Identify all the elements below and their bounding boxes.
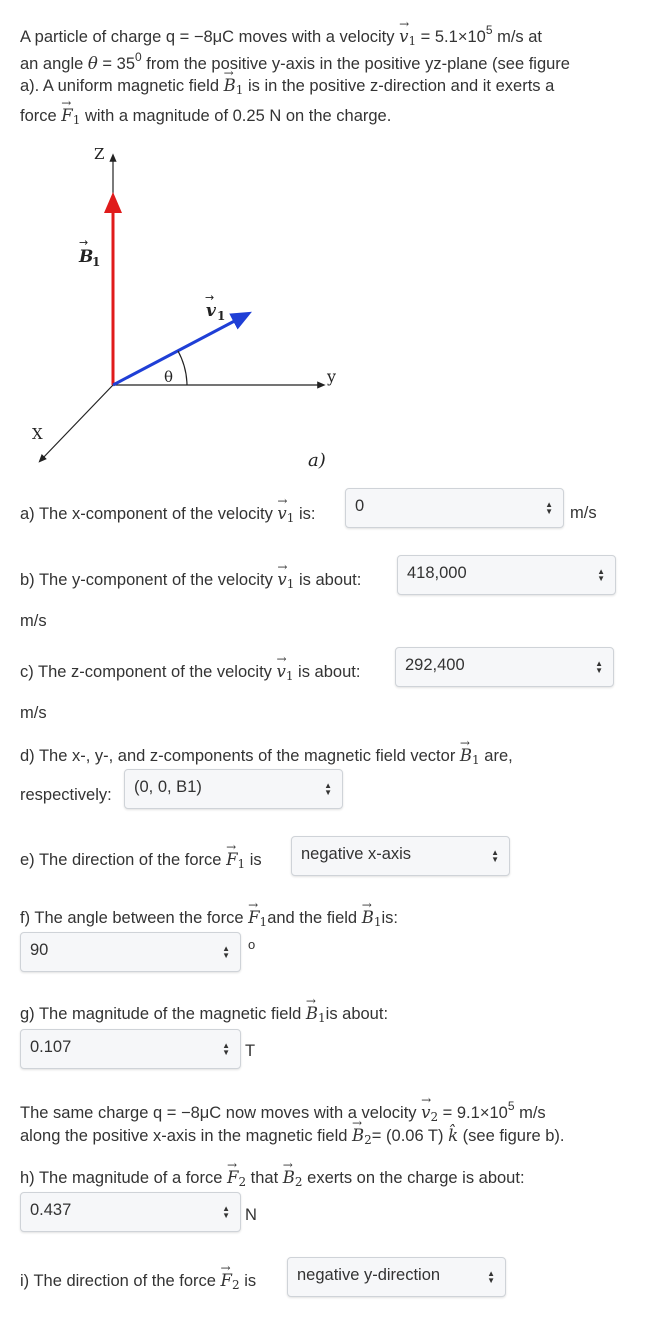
answer-i-select[interactable]	[287, 1257, 506, 1297]
answer-c-select[interactable]	[395, 647, 614, 687]
y-axis-label: y	[327, 367, 337, 386]
select-arrows-icon: ▲ ▼	[222, 1204, 230, 1220]
unit-b: m/s	[20, 612, 47, 630]
select-arrows-icon: ▲ ▼	[595, 659, 603, 675]
answer-a-select[interactable]	[345, 488, 564, 528]
x-axis-label: X	[32, 425, 43, 443]
v1-label-sub: 1	[217, 309, 226, 323]
intro-line-3: a). A uniform magnetic field → $B_1$ is in the positive z-direction and it exerts a	[20, 76, 554, 100]
intro2-line-1: The same charge q = −8μC now moves with a velocity → $v_2 = 9.1\times 10^5$ m/s	[20, 1096, 546, 1127]
b1-label: B	[79, 247, 94, 267]
select-arrows-icon: ▲ ▼	[545, 500, 553, 516]
question-b: b) The y-component of the velocity → $v_1$ is about:	[20, 570, 361, 594]
answer-d-select[interactable]	[124, 769, 343, 809]
answer-h-select[interactable]	[20, 1192, 241, 1232]
z-axis-label: Z	[94, 145, 105, 163]
svg-text:→: →	[79, 236, 89, 249]
answer-e-select[interactable]	[291, 836, 510, 876]
question-f: f) The angle between the force → $F_1and$ the field → $B_1is$:	[20, 908, 398, 932]
select-arrows-icon: ▲ ▼	[487, 1269, 495, 1285]
answer-b-value: 418,000	[407, 564, 467, 582]
intro-line-2: an angle $\theta = 35^0$ from the positive y-axis in the positive yz-plane (see figure	[20, 50, 570, 73]
question-d-line-2: respectively:	[20, 786, 112, 804]
question-c: c) The z-component of the velocity → $v_1$ is about:	[20, 662, 360, 686]
select-arrows-icon: ▲ ▼	[597, 567, 605, 583]
answer-f-value: 90	[30, 941, 49, 959]
unit-f: o	[248, 937, 256, 952]
question-i: i) The direction of the force → $F_2$ is	[20, 1271, 256, 1295]
unit-a: m/s	[570, 504, 597, 522]
theta-arc	[178, 351, 187, 385]
v1-label: v	[206, 301, 216, 321]
answer-f-select[interactable]	[20, 932, 241, 972]
select-arrows-icon: ▲ ▼	[222, 1041, 230, 1057]
intro2-line-2: along the positive x-axis in the magnetic field → $B_2= (0.06$ T) k̂ (see figure b).	[20, 1126, 564, 1150]
answer-h-value: 0.437	[30, 1201, 72, 1219]
unit-h: N	[245, 1206, 257, 1224]
question-d: d) The x-, y-, and z-components of the magnetic field vector → $B_1$ are,	[20, 746, 513, 770]
answer-c-value: 292,400	[405, 656, 465, 674]
answer-b-select[interactable]	[397, 555, 616, 595]
question-e: e) The direction of the force → $F_1$ is	[20, 850, 262, 874]
answer-i-value: negative y-direction	[297, 1266, 441, 1284]
theta-label: θ	[164, 368, 174, 386]
v1-vector	[113, 316, 244, 385]
select-arrows-icon: ▲ ▼	[324, 781, 332, 797]
answer-d-value: (0, 0, B1)	[134, 778, 202, 796]
question-a: a) The x-component of the velocity → $v_1$ is:	[20, 504, 315, 528]
figure-a	[0, 135, 662, 480]
intro-line-4: force → $F_1$ with a magnitude of 0.25 N on the charge.	[20, 106, 391, 130]
b1-label-sub: 1	[92, 255, 101, 269]
figure-caption: a)	[308, 450, 326, 471]
select-arrows-icon: ▲ ▼	[491, 848, 499, 864]
answer-g-value: 0.107	[30, 1038, 72, 1056]
select-arrows-icon: ▲ ▼	[222, 944, 230, 960]
unit-g: T	[245, 1042, 256, 1060]
answer-a-value: 0	[355, 497, 365, 515]
x-axis	[41, 385, 113, 460]
unit-c: m/s	[20, 704, 47, 722]
svg-text:→: →	[205, 291, 215, 304]
question-g: g) The magnitude of the magnetic field → $B_1is$ about:	[20, 1004, 388, 1028]
answer-g-select[interactable]	[20, 1029, 241, 1069]
answer-e-value: negative x-axis	[301, 845, 412, 863]
intro-line-1: A particle of charge q = −8μC moves with a velocity → $v_1 = 5.1\times 10^5$ m/s at	[20, 20, 542, 51]
question-h: h) The magnitude of a force → $F_2$ that → $B_2$ exerts on the charge is about:	[20, 1168, 525, 1192]
